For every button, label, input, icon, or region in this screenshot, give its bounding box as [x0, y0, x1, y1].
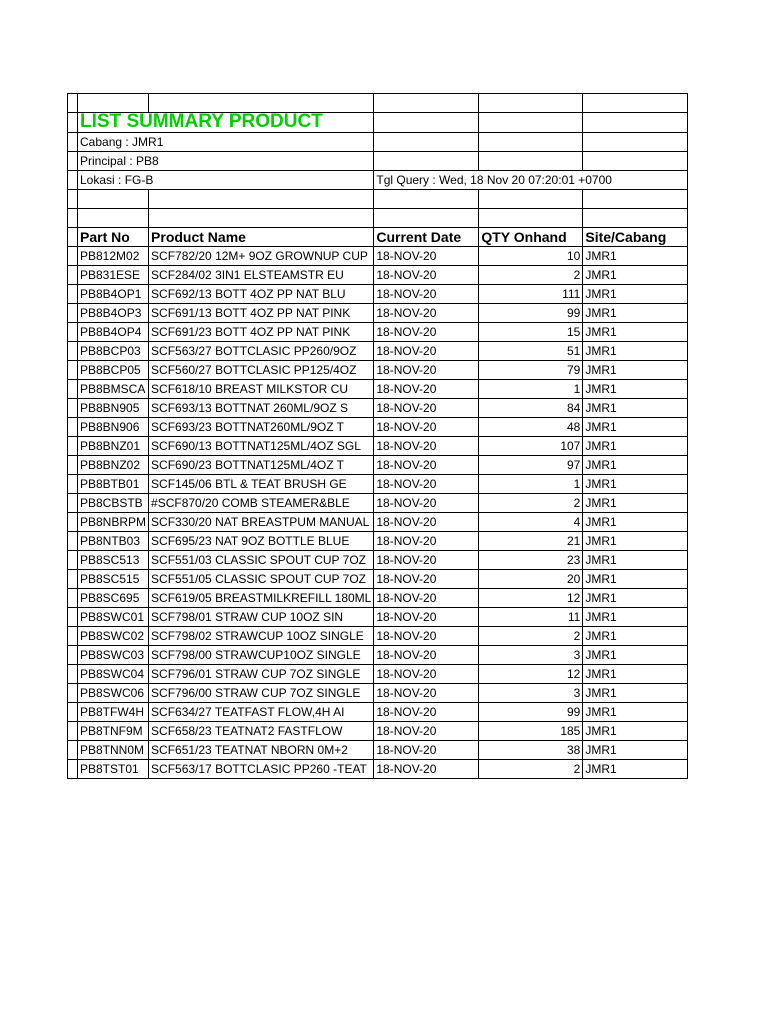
site-cabang-cell: JMR1	[583, 247, 688, 266]
site-cabang-cell: JMR1	[583, 475, 688, 494]
product-name-cell: SCF330/20 NAT BREASTPUM MANUAL	[149, 513, 374, 532]
site-cabang-cell: JMR1	[583, 551, 688, 570]
table-row	[68, 741, 688, 760]
table-row	[68, 665, 688, 684]
principal-row	[68, 152, 688, 171]
part-no-cell: PB8BCP03	[78, 342, 149, 361]
product-name-cell: SCF695/23 NAT 9OZ BOTTLE BLUE	[149, 532, 374, 551]
qty-onhand-cell: 2	[479, 627, 583, 646]
site-cabang-cell: JMR1	[583, 703, 688, 722]
product-name-cell: SCF618/10 BREAST MILKSTOR CU	[149, 380, 374, 399]
site-cabang-cell: JMR1	[583, 361, 688, 380]
table-row	[68, 703, 688, 722]
site-cabang-cell: JMR1	[583, 380, 688, 399]
table-row	[68, 323, 688, 342]
product-name-cell: SCF690/23 BOTTNAT125ML/4OZ T	[149, 456, 374, 475]
product-name-cell: #SCF870/20 COMB STEAMER&BLE	[149, 494, 374, 513]
site-cabang-cell: JMR1	[583, 665, 688, 684]
product-name-cell: SCF551/03 CLASSIC SPOUT CUP 7OZ	[149, 551, 374, 570]
qty-onhand-cell: 185	[479, 722, 583, 741]
part-no-cell: PB8SWC01	[78, 608, 149, 627]
current-date-cell: 18-NOV-20	[374, 437, 479, 456]
site-cabang-cell: JMR1	[583, 570, 688, 589]
blank-row	[68, 190, 688, 209]
site-cabang-cell: JMR1	[583, 437, 688, 456]
qty-onhand-cell: 84	[479, 399, 583, 418]
table-row	[68, 475, 688, 494]
part-no-cell: PB812M02	[78, 247, 149, 266]
part-no-cell: PB8NTB03	[78, 532, 149, 551]
table-row	[68, 760, 688, 779]
site-cabang-cell: JMR1	[583, 760, 688, 779]
table-row	[68, 304, 688, 323]
current-date-cell: 18-NOV-20	[374, 608, 479, 627]
current-date-cell: 18-NOV-20	[374, 418, 479, 437]
product-name-cell: SCF691/23 BOTT 4OZ PP NAT PINK	[149, 323, 374, 342]
query-timestamp: Tgl Query : Wed, 18 Nov 20 07:20:01 +0700	[374, 171, 688, 190]
part-no-cell: PB8SC513	[78, 551, 149, 570]
site-cabang-cell: JMR1	[583, 608, 688, 627]
product-name-cell: SCF634/27 TEATFAST FLOW,4H AI	[149, 703, 374, 722]
product-summary-sheet	[67, 93, 688, 779]
qty-onhand-cell: 11	[479, 608, 583, 627]
site-cabang-cell: JMR1	[583, 418, 688, 437]
product-name-cell: SCF798/01 STRAW CUP 10OZ SIN	[149, 608, 374, 627]
table-row	[68, 684, 688, 703]
site-cabang-cell: JMR1	[583, 399, 688, 418]
qty-onhand-cell: 99	[479, 304, 583, 323]
table-row	[68, 266, 688, 285]
table-row	[68, 247, 688, 266]
site-cabang-cell: JMR1	[583, 266, 688, 285]
qty-onhand-cell: 79	[479, 361, 583, 380]
qty-onhand-cell: 21	[479, 532, 583, 551]
table-row	[68, 608, 688, 627]
product-name-cell: SCF145/06 BTL & TEAT BRUSH GE	[149, 475, 374, 494]
product-name-cell: SCF796/00 STRAW CUP 7OZ SINGLE	[149, 684, 374, 703]
part-no-cell: PB8TFW4H	[78, 703, 149, 722]
current-date-cell: 18-NOV-20	[374, 304, 479, 323]
title-row	[68, 113, 688, 133]
table-row	[68, 361, 688, 380]
part-no-cell: PB8SWC03	[78, 646, 149, 665]
current-date-cell: 18-NOV-20	[374, 703, 479, 722]
product-name-cell: SCF563/27 BOTTCLASIC PP260/9OZ	[149, 342, 374, 361]
site-cabang-cell: JMR1	[583, 684, 688, 703]
part-no-cell: PB8BNZ02	[78, 456, 149, 475]
table-row	[68, 437, 688, 456]
qty-onhand-cell: 1	[479, 475, 583, 494]
part-no-cell: PB8SC695	[78, 589, 149, 608]
current-date-cell: 18-NOV-20	[374, 399, 479, 418]
blank-row	[68, 209, 688, 228]
part-no-cell: PB8BNZ01	[78, 437, 149, 456]
part-no-cell: PB8TNF9M	[78, 722, 149, 741]
product-name-cell: SCF690/13 BOTTNAT125ML/4OZ SGL	[149, 437, 374, 456]
site-cabang-cell: JMR1	[583, 589, 688, 608]
part-no-cell: PB8TNN0M	[78, 741, 149, 760]
table-row	[68, 646, 688, 665]
site-cabang-cell: JMR1	[583, 494, 688, 513]
header-row	[68, 228, 688, 247]
part-no-cell: PB8NBRPM	[78, 513, 149, 532]
current-date-cell: 18-NOV-20	[374, 646, 479, 665]
current-date-cell: 18-NOV-20	[374, 361, 479, 380]
site-cabang-cell: JMR1	[583, 304, 688, 323]
current-date-cell: 18-NOV-20	[374, 494, 479, 513]
current-date-cell: 18-NOV-20	[374, 570, 479, 589]
product-name-cell: SCF658/23 TEATNAT2 FASTFLOW	[149, 722, 374, 741]
qty-onhand-cell: 48	[479, 418, 583, 437]
table-row	[68, 589, 688, 608]
qty-onhand-cell: 3	[479, 646, 583, 665]
site-cabang-cell: JMR1	[583, 646, 688, 665]
product-name-cell: SCF284/02 3IN1 ELSTEAMSTR EU	[149, 266, 374, 285]
lokasi-row	[68, 171, 688, 190]
part-no-cell: PB8BN906	[78, 418, 149, 437]
table-row	[68, 342, 688, 361]
qty-onhand-cell: 111	[479, 285, 583, 304]
current-date-cell: 18-NOV-20	[374, 456, 479, 475]
part-no-cell: PB8B4OP1	[78, 285, 149, 304]
product-name-cell: SCF798/00 STRAWCUP10OZ SINGLE	[149, 646, 374, 665]
table-row	[68, 399, 688, 418]
lokasi-info: Lokasi : FG-B	[78, 171, 374, 190]
current-date-cell: 18-NOV-20	[374, 760, 479, 779]
product-name-cell: SCF798/02 STRAWCUP 10OZ SINGLE	[149, 627, 374, 646]
cabang-row	[68, 133, 688, 152]
current-date-cell: 18-NOV-20	[374, 380, 479, 399]
part-no-cell: PB8B4OP4	[78, 323, 149, 342]
current-date-cell: 18-NOV-20	[374, 589, 479, 608]
qty-onhand-cell: 4	[479, 513, 583, 532]
qty-onhand-cell: 97	[479, 456, 583, 475]
product-name-cell: SCF563/17 BOTTCLASIC PP260 -TEAT	[149, 760, 374, 779]
current-date-cell: 18-NOV-20	[374, 342, 479, 361]
table-row	[68, 627, 688, 646]
site-cabang-cell: JMR1	[583, 722, 688, 741]
blank-row	[68, 94, 688, 113]
table-row	[68, 551, 688, 570]
column-header-site-cabang: Site/Cabang	[583, 228, 688, 247]
current-date-cell: 18-NOV-20	[374, 285, 479, 304]
product-name-cell: SCF782/20 12M+ 9OZ GROWNUP CUP	[149, 247, 374, 266]
qty-onhand-cell: 15	[479, 323, 583, 342]
current-date-cell: 18-NOV-20	[374, 532, 479, 551]
table-row	[68, 494, 688, 513]
qty-onhand-cell: 12	[479, 665, 583, 684]
current-date-cell: 18-NOV-20	[374, 627, 479, 646]
current-date-cell: 18-NOV-20	[374, 247, 479, 266]
table-row	[68, 380, 688, 399]
current-date-cell: 18-NOV-20	[374, 513, 479, 532]
part-no-cell: PB8TST01	[78, 760, 149, 779]
current-date-cell: 18-NOV-20	[374, 665, 479, 684]
qty-onhand-cell: 107	[479, 437, 583, 456]
part-no-cell: PB8B4OP3	[78, 304, 149, 323]
qty-onhand-cell: 99	[479, 703, 583, 722]
product-name-cell: SCF693/13 BOTTNAT 260ML/9OZ S	[149, 399, 374, 418]
product-name-cell: SCF651/23 TEATNAT NBORN 0M+2	[149, 741, 374, 760]
table-row	[68, 570, 688, 589]
site-cabang-cell: JMR1	[583, 456, 688, 475]
product-name-cell: SCF691/13 BOTT 4OZ PP NAT PINK	[149, 304, 374, 323]
column-header-part-no: Part No	[78, 228, 149, 247]
site-cabang-cell: JMR1	[583, 532, 688, 551]
part-no-cell: PB831ESE	[78, 266, 149, 285]
part-no-cell: PB8SWC04	[78, 665, 149, 684]
qty-onhand-cell: 2	[479, 266, 583, 285]
report-title	[78, 113, 374, 133]
qty-onhand-cell: 10	[479, 247, 583, 266]
qty-onhand-cell: 2	[479, 494, 583, 513]
qty-onhand-cell: 20	[479, 570, 583, 589]
table-row	[68, 285, 688, 304]
qty-onhand-cell: 38	[479, 741, 583, 760]
qty-onhand-cell: 2	[479, 760, 583, 779]
qty-onhand-cell: 12	[479, 589, 583, 608]
column-header-qty-onhand: QTY Onhand	[479, 228, 583, 247]
part-no-cell: PB8BTB01	[78, 475, 149, 494]
qty-onhand-cell: 1	[479, 380, 583, 399]
part-no-cell: PB8SWC06	[78, 684, 149, 703]
site-cabang-cell: JMR1	[583, 323, 688, 342]
site-cabang-cell: JMR1	[583, 627, 688, 646]
part-no-cell: PB8BMSCA	[78, 380, 149, 399]
principal-info: Principal : PB8	[78, 152, 374, 171]
product-name-cell: SCF692/13 BOTT 4OZ PP NAT BLU	[149, 285, 374, 304]
part-no-cell: PB8SWC02	[78, 627, 149, 646]
table-row	[68, 722, 688, 741]
column-header-current-date: Current Date	[374, 228, 479, 247]
product-name-cell: SCF551/05 CLASSIC SPOUT CUP 7OZ	[149, 570, 374, 589]
site-cabang-cell: JMR1	[583, 513, 688, 532]
current-date-cell: 18-NOV-20	[374, 266, 479, 285]
table-row	[68, 513, 688, 532]
part-no-cell: PB8BN905	[78, 399, 149, 418]
column-header-product-name: Product Name	[149, 228, 374, 247]
part-no-cell: PB8BCP05	[78, 361, 149, 380]
product-name-cell: SCF693/23 BOTTNAT260ML/9OZ T	[149, 418, 374, 437]
current-date-cell: 18-NOV-20	[374, 722, 479, 741]
table-row	[68, 418, 688, 437]
qty-onhand-cell: 23	[479, 551, 583, 570]
part-no-cell: PB8CBSTB	[78, 494, 149, 513]
current-date-cell: 18-NOV-20	[374, 684, 479, 703]
report-title-text: LIST SUMMARY PRODUCT	[80, 112, 323, 132]
product-name-cell: SCF619/05 BREASTMILKREFILL 180ML	[149, 589, 374, 608]
cabang-info: Cabang : JMR1	[78, 133, 374, 152]
current-date-cell: 18-NOV-20	[374, 741, 479, 760]
site-cabang-cell: JMR1	[583, 285, 688, 304]
product-name-cell: SCF560/27 BOTTCLASIC PP125/4OZ	[149, 361, 374, 380]
qty-onhand-cell: 3	[479, 684, 583, 703]
table-row	[68, 532, 688, 551]
site-cabang-cell: JMR1	[583, 741, 688, 760]
qty-onhand-cell: 51	[479, 342, 583, 361]
current-date-cell: 18-NOV-20	[374, 475, 479, 494]
site-cabang-cell: JMR1	[583, 342, 688, 361]
product-name-cell: SCF796/01 STRAW CUP 7OZ SINGLE	[149, 665, 374, 684]
part-no-cell: PB8SC515	[78, 570, 149, 589]
current-date-cell: 18-NOV-20	[374, 551, 479, 570]
current-date-cell: 18-NOV-20	[374, 323, 479, 342]
table-row	[68, 456, 688, 475]
